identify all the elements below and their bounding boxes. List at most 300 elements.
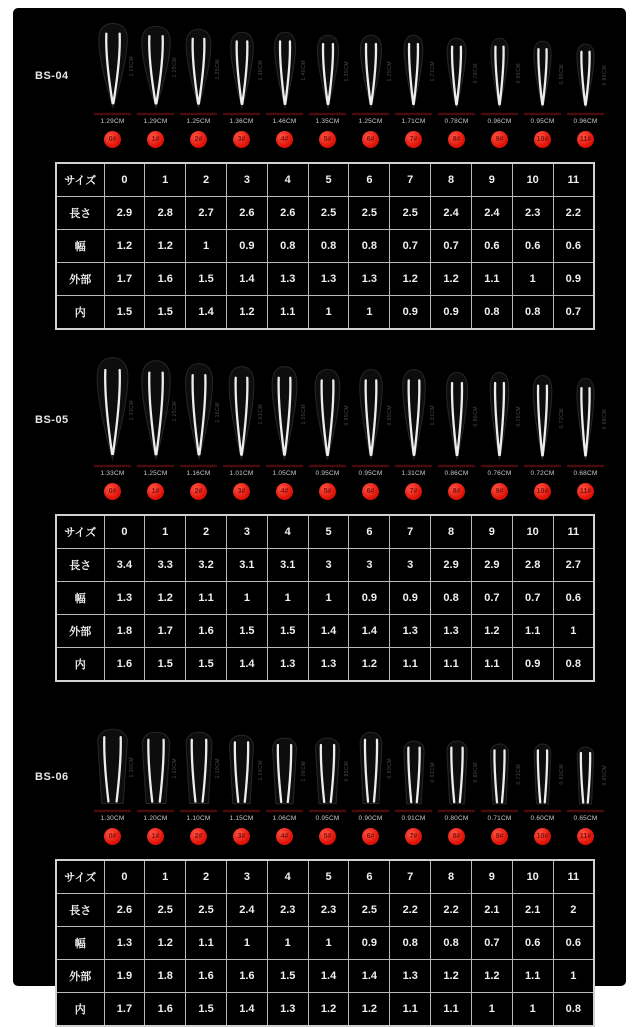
nail-tip-graphic [314, 34, 342, 109]
value-cell: 0.7 [553, 296, 594, 330]
ruler-line [309, 465, 346, 467]
size-number-badge: 1# [147, 828, 164, 845]
nail-tip-graphic [399, 368, 429, 461]
nail-size-cm: 0.76CM [487, 470, 512, 477]
header-cell: 5 [308, 163, 349, 197]
nail-tip-graphic [92, 728, 133, 806]
nail-tip-graphic [268, 365, 301, 461]
size-number-badge: 2# [190, 828, 207, 845]
value-cell: 1.5 [186, 263, 227, 296]
nail-cell [564, 746, 607, 845]
value-cell: 1.4 [226, 648, 267, 682]
nail-size-cm: 1.01CM [229, 470, 254, 477]
nail-size-cm: 0.95CM [530, 118, 555, 125]
value-cell: 1.7 [104, 263, 145, 296]
value-cell: 0.9 [390, 582, 431, 615]
value-cell: 1.4 [349, 960, 390, 993]
value-cell: 1 [226, 582, 267, 615]
value-cell: 2.2 [553, 197, 594, 230]
nail-side-label: 1.25CM [215, 59, 221, 80]
nail-side-label: 0.86CM [473, 406, 479, 427]
table-header-label: サイズ [56, 515, 104, 549]
value-cell: 1 [226, 927, 267, 960]
value-cell: 2.1 [471, 894, 512, 927]
nail-tip-graphic [94, 22, 132, 109]
header-cell: 0 [104, 515, 145, 549]
ruler-line [395, 810, 432, 812]
value-cell: 2.5 [186, 894, 227, 927]
nail-tip-graphic [92, 356, 133, 461]
nail-cell [177, 28, 220, 148]
value-cell: 1.5 [145, 296, 186, 330]
size-number-badge: 6# [362, 483, 379, 500]
series-label: BS-06 [35, 771, 69, 783]
nail-size-cm: 0.68CM [573, 470, 598, 477]
value-cell: 1.2 [390, 263, 431, 296]
value-cell: 1.3 [104, 927, 145, 960]
nail-cell [478, 371, 521, 500]
value-cell: 1 [471, 993, 512, 1027]
value-cell: 0.8 [390, 927, 431, 960]
table-row [56, 960, 594, 993]
nail-size-cm: 1.06CM [272, 815, 297, 822]
nail-row [13, 356, 626, 500]
value-cell: 1 [308, 582, 349, 615]
value-cell: 1.4 [226, 993, 267, 1027]
nail-cell [91, 22, 134, 148]
value-cell: 1.6 [226, 960, 267, 993]
value-cell: 0.9 [349, 927, 390, 960]
nail-tip-graphic [227, 31, 257, 109]
value-cell: 1.5 [226, 615, 267, 648]
size-number-badge: 2# [190, 131, 207, 148]
nail-tip-graphic [268, 737, 301, 806]
nail-side-label: 0.95CM [387, 405, 393, 426]
nail-tip-graphic [574, 43, 597, 109]
table-row [56, 615, 594, 648]
nail-cell [134, 731, 177, 845]
ruler-line [266, 113, 303, 115]
nail-cell [564, 377, 607, 500]
size-number-badge: 11# [577, 131, 594, 148]
header-cell: 1 [145, 515, 186, 549]
table-row [56, 197, 594, 230]
header-cell: 11 [553, 163, 594, 197]
value-cell: 0.8 [431, 582, 472, 615]
table-row [56, 263, 594, 296]
header-cell: 11 [553, 515, 594, 549]
nail-size-cm: 0.86CM [444, 470, 469, 477]
nail-side-label: 1.10CM [215, 758, 221, 779]
nail-tip-graphic [487, 371, 512, 461]
row-label-cell: 幅 [56, 927, 104, 960]
value-cell: 1.3 [390, 960, 431, 993]
row-label-cell: 内 [56, 993, 104, 1027]
value-cell: 1.5 [267, 960, 308, 993]
nail-side-label: 1.33CM [129, 400, 135, 421]
value-cell: 1 [267, 927, 308, 960]
value-cell: 1.1 [186, 927, 227, 960]
nail-cell [91, 356, 134, 500]
header-cell: 7 [390, 515, 431, 549]
size-number-badge: 3# [233, 828, 250, 845]
value-cell: 1.5 [104, 296, 145, 330]
value-cell: 2.7 [186, 197, 227, 230]
product-panel [13, 8, 626, 1016]
value-cell: 2.5 [145, 894, 186, 927]
value-cell: 1.1 [186, 582, 227, 615]
nail-size-cm: 1.71CM [401, 118, 426, 125]
ruler-line [223, 113, 260, 115]
nail-size-cm: 1.25CM [358, 118, 383, 125]
header-cell: 10 [512, 163, 553, 197]
nail-size-cm: 0.71CM [487, 815, 512, 822]
value-cell: 2.5 [349, 197, 390, 230]
nail-side-label: 0.80CM [473, 762, 479, 783]
nail-cell [220, 31, 263, 148]
nail-size-cm: 1.16CM [186, 470, 211, 477]
header-cell: 2 [186, 163, 227, 197]
value-cell: 1.4 [308, 960, 349, 993]
ruler-line [309, 113, 346, 115]
nail-cell [435, 37, 478, 148]
nail-size-cm: 1.33CM [100, 470, 125, 477]
header-cell: 5 [308, 860, 349, 894]
nail-cell [177, 362, 220, 500]
value-cell: 2.9 [104, 197, 145, 230]
value-cell: 0.9 [390, 296, 431, 330]
value-cell: 1.1 [390, 648, 431, 682]
size-number-badge: 11# [577, 483, 594, 500]
size-number-badge: 0# [104, 483, 121, 500]
nail-size-cm: 0.91CM [401, 815, 426, 822]
row-label-cell: 長さ [56, 549, 104, 582]
nail-side-label: 1.36CM [258, 60, 264, 81]
size-number-badge: 9# [491, 483, 508, 500]
nail-side-label: 0.90CM [387, 758, 393, 779]
header-cell: 8 [431, 163, 472, 197]
table-row [56, 582, 594, 615]
ruler-line [223, 465, 260, 467]
value-cell: 0.8 [431, 927, 472, 960]
value-cell: 1.6 [186, 615, 227, 648]
nail-cell [306, 737, 349, 845]
header-cell: 3 [226, 860, 267, 894]
value-cell: 3 [349, 549, 390, 582]
value-cell: 1.2 [471, 960, 512, 993]
nail-tip-graphic [487, 743, 512, 806]
header-cell: 9 [471, 860, 512, 894]
table-row [56, 894, 594, 927]
size-number-badge: 5# [319, 828, 336, 845]
nail-cell [521, 743, 564, 845]
nail-side-label: 0.95CM [344, 761, 350, 782]
header-cell: 1 [145, 860, 186, 894]
nail-cell [564, 43, 607, 148]
header-cell: 6 [349, 860, 390, 894]
table-header-label: サイズ [56, 163, 104, 197]
size-number-badge: 4# [276, 131, 293, 148]
nail-size-cm: 0.96CM [487, 118, 512, 125]
nail-size-cm: 1.25CM [143, 470, 168, 477]
nail-side-label: 1.29CM [129, 56, 135, 77]
value-cell: 0.7 [390, 230, 431, 263]
value-cell: 0.8 [553, 993, 594, 1027]
value-cell: 1.2 [349, 993, 390, 1027]
nail-side-label: 1.06CM [301, 761, 307, 782]
value-cell: 1.1 [512, 960, 553, 993]
nail-tip-graphic [444, 37, 469, 109]
nail-cell [263, 31, 306, 148]
ruler-line [567, 465, 604, 467]
value-cell: 3 [390, 549, 431, 582]
nail-cell [91, 728, 134, 845]
nail-cell [349, 731, 392, 845]
header-cell: 5 [308, 515, 349, 549]
nail-row [13, 728, 626, 845]
header-cell: 4 [267, 163, 308, 197]
nail-side-label: 0.95CM [559, 64, 565, 85]
nail-side-label: 0.95CM [344, 405, 350, 426]
value-cell: 2.8 [512, 549, 553, 582]
nail-tip-graphic [531, 40, 554, 109]
size-number-badge: 8# [448, 828, 465, 845]
header-cell: 11 [553, 860, 594, 894]
table-row [56, 993, 594, 1027]
header-cell: 4 [267, 515, 308, 549]
value-cell: 1.1 [512, 615, 553, 648]
ruler-line [352, 465, 389, 467]
row-label-cell: 内 [56, 296, 104, 330]
size-number-badge: 10# [534, 483, 551, 500]
header-cell: 0 [104, 860, 145, 894]
ruler-line [481, 465, 518, 467]
value-cell: 2.6 [267, 197, 308, 230]
value-cell: 1.3 [308, 648, 349, 682]
size-number-badge: 3# [233, 131, 250, 148]
header-cell: 2 [186, 515, 227, 549]
value-cell: 0.7 [512, 582, 553, 615]
value-cell: 1 [308, 927, 349, 960]
value-cell: 0.7 [471, 927, 512, 960]
value-cell: 1.1 [471, 263, 512, 296]
ruler-line [395, 113, 432, 115]
value-cell: 1.5 [186, 648, 227, 682]
value-cell: 1.4 [226, 263, 267, 296]
size-table [55, 162, 595, 330]
nail-tip-graphic [443, 740, 471, 806]
size-number-badge: 10# [534, 131, 551, 148]
value-cell: 1.1 [390, 993, 431, 1027]
nail-side-label: 1.35CM [344, 61, 350, 82]
value-cell: 1.2 [431, 960, 472, 993]
nail-row [13, 22, 626, 148]
value-cell: 3 [308, 549, 349, 582]
nail-cell [478, 743, 521, 845]
value-cell: 3.1 [267, 549, 308, 582]
ruler-line [94, 465, 131, 467]
table-header-row [56, 163, 594, 197]
value-cell: 0.9 [226, 230, 267, 263]
nail-cell [134, 359, 177, 500]
row-label-cell: 外部 [56, 960, 104, 993]
ruler-line [309, 810, 346, 812]
size-number-badge: 10# [534, 828, 551, 845]
value-cell: 2.5 [390, 197, 431, 230]
value-cell: 1.3 [308, 263, 349, 296]
value-cell: 2.4 [471, 197, 512, 230]
ruler-line [438, 113, 475, 115]
size-number-badge: 1# [147, 483, 164, 500]
size-table [55, 859, 595, 1027]
value-cell: 0.8 [349, 230, 390, 263]
value-cell: 1.2 [104, 230, 145, 263]
size-number-badge: 3# [233, 483, 250, 500]
nail-cell [220, 365, 263, 500]
nail-side-label: 1.25CM [172, 401, 178, 422]
row-label-cell: 外部 [56, 263, 104, 296]
value-cell: 0.6 [512, 927, 553, 960]
ruler-line [137, 465, 174, 467]
size-number-badge: 5# [319, 483, 336, 500]
ruler-line [481, 810, 518, 812]
value-cell: 1.2 [349, 648, 390, 682]
nail-size-cm: 0.72CM [530, 470, 555, 477]
value-cell: 3.2 [186, 549, 227, 582]
nail-side-label: 1.31CM [430, 405, 436, 426]
table-row [56, 927, 594, 960]
table-header-row [56, 860, 594, 894]
size-number-badge: 1# [147, 131, 164, 148]
nail-cell [263, 365, 306, 500]
nail-cell [349, 34, 392, 148]
size-number-badge: 4# [276, 483, 293, 500]
nail-cell [306, 34, 349, 148]
nail-cell [263, 737, 306, 845]
nail-tip-graphic [271, 31, 299, 109]
ruler-line [266, 810, 303, 812]
value-cell: 2.1 [512, 894, 553, 927]
nail-tip-graphic [357, 34, 385, 109]
ruler-line [567, 113, 604, 115]
nail-tip-graphic [225, 734, 258, 806]
header-cell: 9 [471, 163, 512, 197]
value-cell: 3.1 [226, 549, 267, 582]
size-number-badge: 9# [491, 131, 508, 148]
nail-side-label: 0.65CM [602, 765, 608, 786]
size-number-badge: 11# [577, 828, 594, 845]
value-cell: 1.2 [145, 927, 186, 960]
header-cell: 8 [431, 860, 472, 894]
header-cell: 4 [267, 860, 308, 894]
size-number-badge: 8# [448, 131, 465, 148]
value-cell: 1.6 [104, 648, 145, 682]
value-cell: 2.3 [267, 894, 308, 927]
nail-cell [478, 37, 521, 148]
nail-size-cm: 1.15CM [229, 815, 254, 822]
nail-tip-graphic [488, 37, 511, 109]
header-cell: 0 [104, 163, 145, 197]
value-cell: 1.3 [390, 615, 431, 648]
size-number-badge: 2# [190, 483, 207, 500]
header-cell: 3 [226, 163, 267, 197]
value-cell: 1.4 [349, 615, 390, 648]
ruler-line [524, 465, 561, 467]
table-row [56, 296, 594, 330]
value-cell: 2.4 [226, 894, 267, 927]
table-row [56, 230, 594, 263]
value-cell: 1.9 [104, 960, 145, 993]
value-cell: 1.4 [308, 615, 349, 648]
value-cell: 0.6 [512, 230, 553, 263]
header-cell: 6 [349, 515, 390, 549]
size-number-badge: 7# [405, 131, 422, 148]
value-cell: 1 [349, 296, 390, 330]
value-cell: 1.5 [186, 993, 227, 1027]
value-cell: 2.6 [104, 894, 145, 927]
nail-tip-graphic [311, 368, 344, 461]
value-cell: 0.8 [308, 230, 349, 263]
nail-size-cm: 0.80CM [444, 815, 469, 822]
size-number-badge: 6# [362, 828, 379, 845]
value-cell: 0.6 [471, 230, 512, 263]
ruler-line [567, 810, 604, 812]
size-number-badge: 8# [448, 483, 465, 500]
size-number-badge: 0# [104, 131, 121, 148]
value-cell: 1 [267, 582, 308, 615]
nail-tip-graphic [181, 731, 217, 806]
size-number-badge: 4# [276, 828, 293, 845]
table-row [56, 549, 594, 582]
value-cell: 2.9 [471, 549, 512, 582]
nail-size-cm: 0.60CM [530, 815, 555, 822]
ruler-line [137, 810, 174, 812]
nail-side-label: 1.15CM [258, 760, 264, 781]
value-cell: 1 [512, 993, 553, 1027]
ruler-line [180, 465, 217, 467]
value-cell: 1.2 [471, 615, 512, 648]
value-cell: 0.9 [553, 263, 594, 296]
ruler-line [524, 113, 561, 115]
nail-side-label: 1.16CM [215, 402, 221, 423]
nail-cell [349, 368, 392, 500]
value-cell: 1.3 [267, 263, 308, 296]
value-cell: 1.4 [186, 296, 227, 330]
nail-tip-graphic [574, 377, 597, 461]
ruler-line [438, 465, 475, 467]
value-cell: 2.2 [390, 894, 431, 927]
nail-side-label: 0.68CM [602, 409, 608, 430]
value-cell: 2.4 [431, 197, 472, 230]
header-cell: 7 [390, 163, 431, 197]
nail-tip-graphic [311, 737, 344, 806]
value-cell: 0.6 [553, 230, 594, 263]
ruler-line [438, 810, 475, 812]
nail-size-cm: 1.36CM [229, 118, 254, 125]
series-label: BS-05 [35, 414, 69, 426]
nail-tip-graphic [137, 25, 175, 109]
nail-side-label: 1.30CM [129, 757, 135, 778]
ruler-line [180, 113, 217, 115]
value-cell: 3.3 [145, 549, 186, 582]
value-cell: 1.8 [145, 960, 186, 993]
nail-size-cm: 0.95CM [315, 470, 340, 477]
ruler-line [137, 113, 174, 115]
size-number-badge: 5# [319, 131, 336, 148]
value-cell: 0.6 [553, 927, 594, 960]
table-row [56, 648, 594, 682]
nail-cell [306, 368, 349, 500]
